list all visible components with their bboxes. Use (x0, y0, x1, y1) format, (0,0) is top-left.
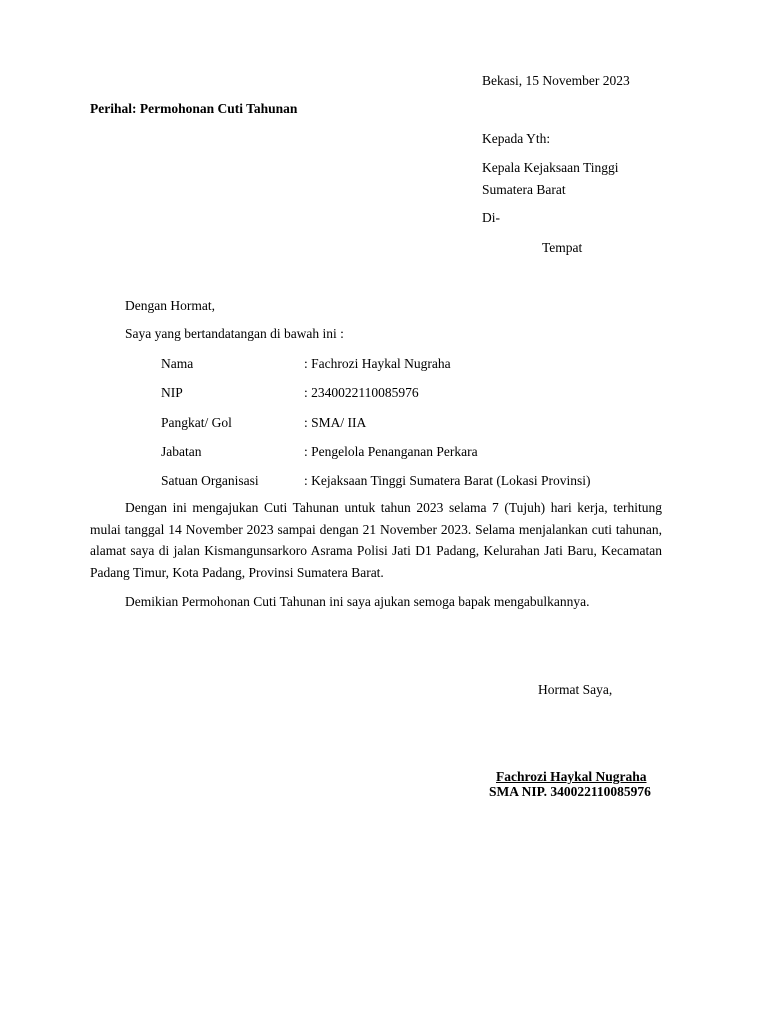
subject-line: Perihal: Permohonan Cuti Tahunan (90, 101, 298, 116)
recipient-line-1: Kepala Kejaksaan Tinggi (482, 160, 619, 175)
signer-name: Fachrozi Haykal Nugraha (496, 769, 647, 784)
date-line: Bekasi, 15 November 2023 (482, 73, 630, 88)
identity-label: Pangkat/ Gol (161, 415, 232, 430)
signature-salutation: Hormat Saya, (538, 682, 613, 697)
recipient-di: Di- (482, 210, 500, 225)
identity-label: Satuan Organisasi (161, 473, 259, 488)
identity-label: Nama (161, 356, 194, 371)
intro-line: Saya yang bertandatangan di bawah ini : (125, 326, 344, 341)
signer-nip: SMA NIP. 340022110085976 (489, 784, 651, 799)
greeting: Dengan Hormat, (125, 298, 215, 313)
identity-value: : Fachrozi Haykal Nugraha (304, 356, 451, 371)
identity-value: : 2340022110085976 (304, 385, 419, 400)
identity-label: NIP (161, 385, 183, 400)
identity-label: Jabatan (161, 444, 202, 459)
closing-paragraph: Demikian Permohonan Cuti Tahunan ini saya ajukan semoga bapak mengabulkannya. (125, 594, 590, 609)
identity-value: : Kejaksaan Tinggi Sumatera Barat (Lokasi Provinsi) (304, 473, 591, 488)
body-paragraph: Dengan ini mengajukan Cuti Tahunan untuk tahun 2023 selama 7 (Tujuh) hari kerja, terhitung mulai tanggal 14 November 2023 sampai dengan 21 November 2023. Selama menjalankan cuti tahunan, alamat saya di jalan Kismangunsarkoro Asrama Polisi Jati D1 Padang, Kelurahan Jati Baru, Kecamatan Padang Timur, Kota Padang, Provinsi Sumatera Barat. (90, 500, 662, 580)
identity-value: : Pengelola Penanganan Perkara (304, 444, 478, 459)
recipient-place: Tempat (542, 240, 583, 255)
recipient-line-2: Sumatera Barat (482, 182, 566, 197)
recipient-to: Kepada Yth: (482, 131, 551, 146)
identity-value: : SMA/ IIA (304, 415, 367, 430)
